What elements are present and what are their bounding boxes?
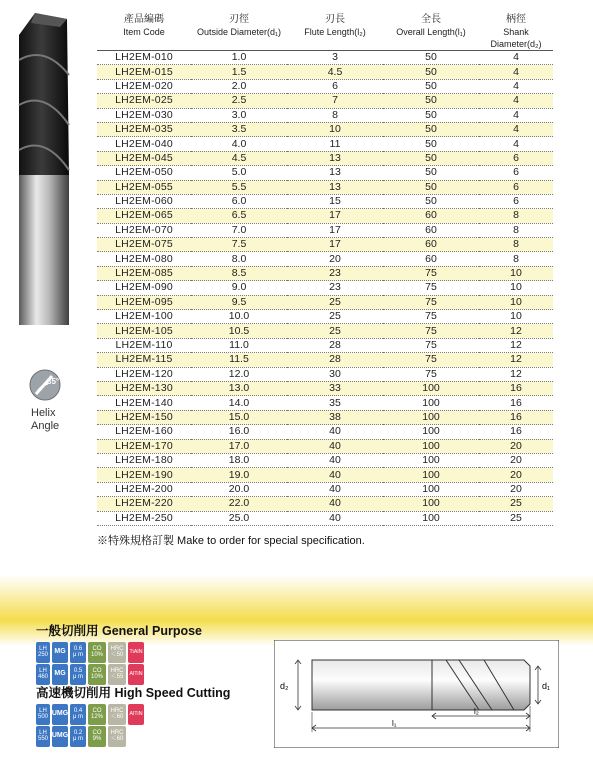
header-zh-code: 產品編碼 <box>124 14 164 25</box>
grade-badge-text: MG <box>54 669 66 677</box>
cell-fl: 8 <box>287 108 383 122</box>
cell-od: 16.0 <box>191 425 287 439</box>
table-row <box>97 151 553 165</box>
cell-fl: 13 <box>287 180 383 194</box>
cell-fl: 40 <box>287 425 383 439</box>
cell-sd: 12 <box>479 353 553 367</box>
table-row <box>97 223 553 237</box>
table-row <box>97 108 553 122</box>
cell-od: 9.0 <box>191 281 287 295</box>
table-row <box>97 166 553 180</box>
grain-size-badge <box>70 642 86 663</box>
cell-ol: 75 <box>383 295 479 309</box>
badge-row <box>36 725 126 747</box>
table-row <box>97 252 553 266</box>
series-badge <box>36 664 50 685</box>
cell-od: 1.5 <box>191 65 287 79</box>
cell-sd: 10 <box>479 295 553 309</box>
badge-row <box>36 703 144 725</box>
cell-sd: 4 <box>479 108 553 122</box>
cell-od: 8.5 <box>191 266 287 280</box>
cobalt-badge-text: 12% <box>90 714 103 720</box>
cell-od: 2.0 <box>191 79 287 93</box>
label-l1: l₁ <box>392 719 397 728</box>
cell-od: 15.0 <box>191 410 287 424</box>
cell-ol: 100 <box>383 439 479 453</box>
cell-ol: 75 <box>383 281 479 295</box>
cell-code: LH2EM-045 <box>97 151 191 165</box>
cell-fl: 11 <box>287 137 383 151</box>
cell-ol: 100 <box>383 511 479 525</box>
table-row <box>97 266 553 280</box>
cell-ol: 100 <box>383 497 479 511</box>
cell-fl: 4.5 <box>287 65 383 79</box>
cell-ol: 50 <box>383 151 479 165</box>
table-row <box>97 410 553 424</box>
grade-badge <box>52 642 68 663</box>
header-en-sd: Shank Diameter(d₂) <box>479 26 553 51</box>
header-zh-fl: 刃長 <box>325 14 345 25</box>
cell-fl: 33 <box>287 381 383 395</box>
cell-fl: 40 <box>287 497 383 511</box>
cell-sd: 4 <box>479 122 553 136</box>
cell-sd: 16 <box>479 396 553 410</box>
cell-code: LH2EM-030 <box>97 108 191 122</box>
cell-od: 19.0 <box>191 468 287 482</box>
cell-ol: 50 <box>383 51 479 65</box>
cell-code: LH2EM-105 <box>97 324 191 338</box>
helix-label-line2: Angle <box>31 420 60 432</box>
cell-ol: 60 <box>383 223 479 237</box>
helix-angle-block <box>28 368 88 433</box>
cell-ol: 100 <box>383 468 479 482</box>
cell-fl: 25 <box>287 324 383 338</box>
cell-fl: 23 <box>287 281 383 295</box>
cell-ol: 100 <box>383 425 479 439</box>
table-row <box>97 497 553 511</box>
grain-size-badge <box>70 726 86 747</box>
cell-od: 3.0 <box>191 108 287 122</box>
cell-code: LH2EM-140 <box>97 396 191 410</box>
cell-fl: 35 <box>287 396 383 410</box>
cell-code: LH2EM-250 <box>97 511 191 525</box>
coating-badge-text: TiAlN <box>129 648 143 655</box>
table-row <box>97 468 553 482</box>
cell-od: 14.0 <box>191 396 287 410</box>
cell-sd: 10 <box>479 281 553 295</box>
cell-ol: 50 <box>383 94 479 108</box>
end-mill-photo <box>5 5 85 325</box>
cell-sd: 4 <box>479 137 553 151</box>
cell-ol: 60 <box>383 238 479 252</box>
cell-od: 4.0 <box>191 137 287 151</box>
cell-fl: 30 <box>287 367 383 381</box>
cell-ol: 50 <box>383 79 479 93</box>
grade-badge <box>52 726 68 747</box>
helix-angle-icon <box>28 368 62 402</box>
cell-od: 3.5 <box>191 122 287 136</box>
cobalt-badge <box>88 726 106 747</box>
cell-od: 12.0 <box>191 367 287 381</box>
table-row <box>97 122 553 136</box>
cell-od: 22.0 <box>191 497 287 511</box>
grain-size-badge-text: 0.6 <box>73 645 83 652</box>
footer-band-top <box>0 575 593 620</box>
series-badge-text: 460 <box>37 674 48 680</box>
table-row <box>97 65 553 79</box>
label-l2: l₂ <box>474 707 479 716</box>
hardness-badge <box>108 642 126 663</box>
cell-ol: 75 <box>383 367 479 381</box>
cell-ol: 75 <box>383 338 479 352</box>
cell-od: 13.0 <box>191 381 287 395</box>
series-badge-text: LH <box>39 729 47 736</box>
cell-od: 6.5 <box>191 209 287 223</box>
hardness-badge <box>108 704 126 725</box>
header-zh-ol: 全長 <box>421 14 441 25</box>
cell-sd: 10 <box>479 310 553 324</box>
cell-od: 10.5 <box>191 324 287 338</box>
cell-ol: 50 <box>383 194 479 208</box>
hardness-badge-text: ＜60 <box>110 714 124 720</box>
cell-ol: 50 <box>383 65 479 79</box>
cell-code: LH2EM-070 <box>97 223 191 237</box>
cobalt-badge <box>88 642 106 663</box>
cell-sd: 8 <box>479 223 553 237</box>
cell-od: 4.5 <box>191 151 287 165</box>
table-row <box>97 511 553 525</box>
cell-od: 11.0 <box>191 338 287 352</box>
grade-badge <box>52 704 68 725</box>
header-en-code: Item Code <box>97 26 191 51</box>
cobalt-badge-text: 10% <box>90 652 103 658</box>
cell-od: 7.5 <box>191 238 287 252</box>
cell-sd: 20 <box>479 453 553 467</box>
cell-ol: 100 <box>383 482 479 496</box>
coating-badge-text: AlTiN <box>129 710 143 717</box>
cell-sd: 16 <box>479 425 553 439</box>
label-d2: d₂ <box>280 681 289 691</box>
cell-od: 5.5 <box>191 180 287 194</box>
cell-sd: 4 <box>479 79 553 93</box>
cell-ol: 50 <box>383 108 479 122</box>
series-badge-text: 550 <box>37 736 48 742</box>
cell-code: LH2EM-120 <box>97 367 191 381</box>
cell-fl: 25 <box>287 295 383 309</box>
table-row <box>97 281 553 295</box>
cell-code: LH2EM-025 <box>97 94 191 108</box>
cell-od: 25.0 <box>191 511 287 525</box>
cell-fl: 17 <box>287 223 383 237</box>
cell-fl: 23 <box>287 266 383 280</box>
table-row <box>97 51 553 65</box>
cell-fl: 13 <box>287 151 383 165</box>
cell-code: LH2EM-075 <box>97 238 191 252</box>
table-row <box>97 324 553 338</box>
table-row <box>97 396 553 410</box>
series-badge-text: 500 <box>37 714 48 720</box>
coating-badge <box>128 642 144 663</box>
special-order-note: ※特殊規格訂製 Make to order for special specification. <box>97 535 365 547</box>
cell-ol: 75 <box>383 324 479 338</box>
cobalt-badge-text: CO <box>92 707 102 714</box>
helix-label-line1: Helix <box>31 407 56 419</box>
header-zh-sd: 柄徑 <box>506 14 526 25</box>
cell-code: LH2EM-200 <box>97 482 191 496</box>
table-row <box>97 425 553 439</box>
coating-badge <box>128 704 144 725</box>
cell-ol: 100 <box>383 453 479 467</box>
hardness-badge-text: ＜50 <box>110 652 124 658</box>
series-badge-text: LH <box>39 667 47 674</box>
cell-sd: 8 <box>479 252 553 266</box>
table-row <box>97 310 553 324</box>
cell-sd: 16 <box>479 410 553 424</box>
cell-fl: 10 <box>287 122 383 136</box>
hardness-badge-text: ＜55 <box>110 674 124 680</box>
cell-fl: 28 <box>287 353 383 367</box>
cell-fl: 40 <box>287 468 383 482</box>
dimension-drawing <box>274 640 559 748</box>
cell-code: LH2EM-050 <box>97 166 191 180</box>
badge-row <box>36 663 144 685</box>
table-row <box>97 439 553 453</box>
cell-ol: 100 <box>383 396 479 410</box>
cell-code: LH2EM-040 <box>97 137 191 151</box>
hardness-badge <box>108 664 126 685</box>
cobalt-badge-text: CO <box>92 729 102 736</box>
cell-sd: 12 <box>479 338 553 352</box>
cell-fl: 25 <box>287 310 383 324</box>
cell-sd: 12 <box>479 324 553 338</box>
cell-fl: 28 <box>287 338 383 352</box>
cell-fl: 7 <box>287 94 383 108</box>
series-badge-text: LH <box>39 645 47 652</box>
grade-badge-text: UMG <box>51 709 69 717</box>
cell-fl: 38 <box>287 410 383 424</box>
cell-code: LH2EM-160 <box>97 425 191 439</box>
cell-code: LH2EM-080 <box>97 252 191 266</box>
cell-sd: 16 <box>479 381 553 395</box>
cell-ol: 75 <box>383 353 479 367</box>
cell-sd: 6 <box>479 151 553 165</box>
general-purpose-title: 一般切削用 General Purpose <box>36 624 203 638</box>
cell-code: LH2EM-020 <box>97 79 191 93</box>
cell-sd: 6 <box>479 194 553 208</box>
series-badge <box>36 642 50 663</box>
spec-table <box>97 12 553 526</box>
hardness-badge-text: ＜60 <box>110 736 124 742</box>
cell-od: 6.0 <box>191 194 287 208</box>
cell-ol: 50 <box>383 137 479 151</box>
hardness-badge-text: HRC <box>110 667 124 674</box>
cell-fl: 17 <box>287 209 383 223</box>
cell-code: LH2EM-190 <box>97 468 191 482</box>
cell-fl: 40 <box>287 482 383 496</box>
grain-size-badge <box>70 664 86 685</box>
cell-od: 7.0 <box>191 223 287 237</box>
grain-size-badge-text: μ m <box>72 652 84 658</box>
cell-sd: 20 <box>479 482 553 496</box>
cell-fl: 40 <box>287 511 383 525</box>
cell-code: LH2EM-110 <box>97 338 191 352</box>
cell-ol: 100 <box>383 381 479 395</box>
cell-sd: 6 <box>479 166 553 180</box>
cell-ol: 75 <box>383 266 479 280</box>
cell-sd: 25 <box>479 497 553 511</box>
cell-fl: 17 <box>287 238 383 252</box>
coating-badge-text: AlTiN <box>129 670 143 677</box>
table-row <box>97 381 553 395</box>
cell-sd: 4 <box>479 94 553 108</box>
grain-size-badge-text: 0.5 <box>73 667 83 674</box>
cobalt-badge-text: CO <box>92 667 102 674</box>
grade-badge-text: MG <box>54 647 66 655</box>
cobalt-badge-text: CO <box>92 645 102 652</box>
cell-sd: 20 <box>479 439 553 453</box>
cell-code: LH2EM-220 <box>97 497 191 511</box>
cell-od: 11.5 <box>191 353 287 367</box>
cell-od: 5.0 <box>191 166 287 180</box>
table-row <box>97 209 553 223</box>
grain-size-badge-text: 0.2 <box>73 729 83 736</box>
cell-code: LH2EM-180 <box>97 453 191 467</box>
cell-fl: 13 <box>287 166 383 180</box>
table-row <box>97 367 553 381</box>
cell-sd: 4 <box>479 51 553 65</box>
header-en-ol: Overall Length(l₁) <box>383 26 479 51</box>
hardness-badge-text: HRC <box>110 729 124 736</box>
cell-sd: 6 <box>479 180 553 194</box>
cell-code: LH2EM-015 <box>97 65 191 79</box>
table-row <box>97 338 553 352</box>
cell-code: LH2EM-130 <box>97 381 191 395</box>
table-row <box>97 482 553 496</box>
cell-code: LH2EM-090 <box>97 281 191 295</box>
header-en-od: Outside Diameter(d₁) <box>191 26 287 51</box>
hardness-badge <box>108 726 126 747</box>
grain-size-badge-text: μ m <box>72 736 84 742</box>
cell-sd: 4 <box>479 65 553 79</box>
cell-code: LH2EM-065 <box>97 209 191 223</box>
cell-od: 2.5 <box>191 94 287 108</box>
cell-sd: 10 <box>479 266 553 280</box>
cell-ol: 50 <box>383 122 479 136</box>
cell-code: LH2EM-055 <box>97 180 191 194</box>
cell-code: LH2EM-010 <box>97 51 191 65</box>
grade-badge-text: UMG <box>51 731 69 739</box>
cell-ol: 75 <box>383 310 479 324</box>
cell-od: 1.0 <box>191 51 287 65</box>
table-row <box>97 238 553 252</box>
cell-fl: 20 <box>287 252 383 266</box>
grain-size-badge-text: μ m <box>72 674 84 680</box>
hardness-badge-text: HRC <box>110 707 124 714</box>
series-badge <box>36 726 50 747</box>
table-row <box>97 180 553 194</box>
table-row <box>97 453 553 467</box>
cell-fl: 6 <box>287 79 383 93</box>
grain-size-badge-text: 0.4 <box>73 707 83 714</box>
cell-sd: 8 <box>479 238 553 252</box>
grain-size-badge-text: μ m <box>72 714 84 720</box>
spec-table-body <box>97 51 553 526</box>
cell-sd: 25 <box>479 511 553 525</box>
grain-size-badge <box>70 704 86 725</box>
cell-code: LH2EM-100 <box>97 310 191 324</box>
hardness-badge-text: HRC <box>110 645 124 652</box>
cell-ol: 50 <box>383 166 479 180</box>
table-row <box>97 194 553 208</box>
helix-angle-value: 35° <box>47 377 60 386</box>
coating-badge <box>128 664 144 685</box>
table-row <box>97 353 553 367</box>
cell-ol: 100 <box>383 410 479 424</box>
cobalt-badge-text: 10% <box>90 674 103 680</box>
grade-badge <box>52 664 68 685</box>
cell-sd: 8 <box>479 209 553 223</box>
cell-od: 10.0 <box>191 310 287 324</box>
table-row <box>97 137 553 151</box>
cobalt-badge <box>88 704 106 725</box>
table-row <box>97 295 553 309</box>
series-badge-text: 250 <box>37 652 48 658</box>
cell-ol: 50 <box>383 180 479 194</box>
cell-od: 8.0 <box>191 252 287 266</box>
table-row <box>97 94 553 108</box>
cell-code: LH2EM-060 <box>97 194 191 208</box>
cell-fl: 3 <box>287 51 383 65</box>
cell-ol: 60 <box>383 209 479 223</box>
cobalt-badge <box>88 664 106 685</box>
cell-od: 9.5 <box>191 295 287 309</box>
series-badge <box>36 704 50 725</box>
cell-od: 20.0 <box>191 482 287 496</box>
table-row <box>97 79 553 93</box>
cell-code: LH2EM-150 <box>97 410 191 424</box>
cell-fl: 40 <box>287 439 383 453</box>
cell-code: LH2EM-095 <box>97 295 191 309</box>
cell-code: LH2EM-035 <box>97 122 191 136</box>
cell-fl: 15 <box>287 194 383 208</box>
cell-od: 18.0 <box>191 453 287 467</box>
label-d1: d₁ <box>542 681 551 691</box>
header-en-fl: Flute Length(l₂) <box>287 26 383 51</box>
cell-code: LH2EM-115 <box>97 353 191 367</box>
high-speed-title: 高速機切削用 High Speed Cutting <box>36 686 231 700</box>
cell-code: LH2EM-170 <box>97 439 191 453</box>
cell-code: LH2EM-085 <box>97 266 191 280</box>
cell-ol: 60 <box>383 252 479 266</box>
cobalt-badge-text: 9% <box>92 736 102 742</box>
cell-od: 17.0 <box>191 439 287 453</box>
cell-sd: 20 <box>479 468 553 482</box>
header-zh-od: 刃徑 <box>229 14 249 25</box>
cell-sd: 12 <box>479 367 553 381</box>
cell-fl: 40 <box>287 453 383 467</box>
series-badge-text: LH <box>39 707 47 714</box>
badge-row <box>36 641 144 663</box>
